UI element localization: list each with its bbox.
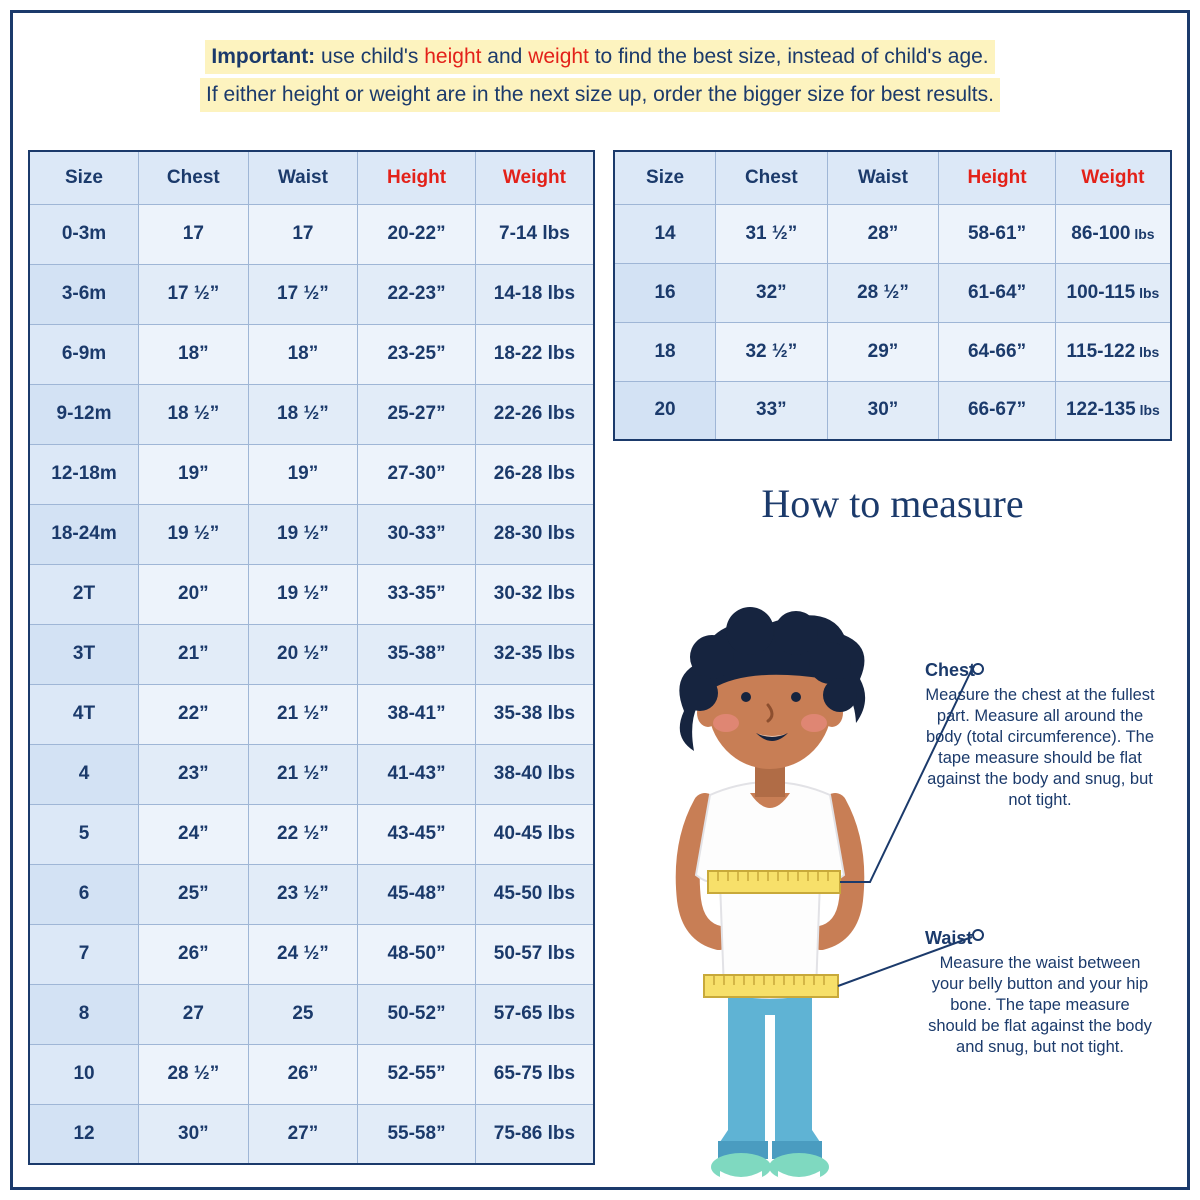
- cell-value: 35-38 lbs: [475, 684, 594, 744]
- cell-value: 122-135 lbs: [1055, 381, 1171, 440]
- cell-value: 30”: [827, 381, 939, 440]
- cell-value: 18-22 lbs: [475, 324, 594, 384]
- cell-value: 29”: [827, 322, 939, 381]
- cell-value: 17: [248, 204, 358, 264]
- notice-text-b: and: [481, 45, 529, 68]
- table-row: [29, 264, 594, 324]
- table-row: [614, 322, 1171, 381]
- cell-value: 43-45”: [358, 804, 476, 864]
- cell-value: 21 ½”: [248, 744, 358, 804]
- cell-value: 21”: [139, 624, 249, 684]
- callout-chest-text: Measure the chest at the fullest part. Measure all around the body (total circumference). The tape measure should be flat against the body and snug, but not tight.: [925, 686, 1155, 809]
- column-header-chest: Chest: [139, 151, 249, 204]
- cell-value: 25-27”: [358, 384, 476, 444]
- cell-value: 20”: [139, 564, 249, 624]
- cell-value: 28 ½”: [827, 263, 939, 322]
- callout-waist: [925, 928, 1155, 1058]
- cell-value: 30-32 lbs: [475, 564, 594, 624]
- callout-waist-text: Measure the waist between your belly button and your hip bone. The tape measure should be flat against the body and snug, but not tight.: [928, 954, 1152, 1056]
- cell-value: 27”: [248, 1104, 358, 1164]
- cell-value: 22-26 lbs: [475, 384, 594, 444]
- cell-value: 28”: [827, 204, 939, 263]
- table-row: [614, 381, 1171, 440]
- cell-value: 40-45 lbs: [475, 804, 594, 864]
- cell-size: 4T: [29, 684, 139, 744]
- notice-text-c: to find the best size, instead of child's age.: [588, 45, 989, 68]
- notice-important-label: Important:: [211, 45, 316, 68]
- cell-value: 30-33”: [358, 504, 476, 564]
- cell-value: 45-50 lbs: [475, 864, 594, 924]
- cell-value: 19 ½”: [139, 504, 249, 564]
- cell-value: 50-52”: [358, 984, 476, 1044]
- column-header-size: Size: [614, 151, 716, 204]
- cell-value: 18 ½”: [139, 384, 249, 444]
- callout-chest-label: Chest: [925, 660, 976, 680]
- cell-value: 27-30”: [358, 444, 476, 504]
- size-chart-table-infant-kids: [28, 150, 595, 1165]
- cell-value: 115-122 lbs: [1055, 322, 1171, 381]
- cell-value: 33-35”: [358, 564, 476, 624]
- cell-value: 35-38”: [358, 624, 476, 684]
- notice-line-1: [205, 40, 994, 74]
- cell-value: 41-43”: [358, 744, 476, 804]
- cell-size: 12-18m: [29, 444, 139, 504]
- callout-chest: [925, 660, 1155, 811]
- cell-value: 28-30 lbs: [475, 504, 594, 564]
- cell-size: 16: [614, 263, 716, 322]
- table-row: [29, 684, 594, 744]
- cell-size: 18-24m: [29, 504, 139, 564]
- cell-value: 32-35 lbs: [475, 624, 594, 684]
- cell-value: 38-40 lbs: [475, 744, 594, 804]
- table-row: [29, 324, 594, 384]
- table-row: [29, 384, 594, 444]
- column-header-waist: Waist: [827, 151, 939, 204]
- notice-height-word: height: [424, 45, 482, 68]
- cell-value: 86-100 lbs: [1055, 204, 1171, 263]
- cell-value: 45-48”: [358, 864, 476, 924]
- cell-value: 14-18 lbs: [475, 264, 594, 324]
- column-header-weight: Weight: [1055, 151, 1171, 204]
- cell-value: 65-75 lbs: [475, 1044, 594, 1104]
- notice-weight-word: weight: [528, 45, 589, 68]
- cell-size: 14: [614, 204, 716, 263]
- cell-size: 5: [29, 804, 139, 864]
- cell-value: 25: [248, 984, 358, 1044]
- cell-value: 27: [139, 984, 249, 1044]
- cell-value: 30”: [139, 1104, 249, 1164]
- size-chart-table-youth: [613, 150, 1172, 441]
- table-row: [29, 924, 594, 984]
- cell-size: 18: [614, 322, 716, 381]
- cell-value: 19”: [248, 444, 358, 504]
- cell-value: 22 ½”: [248, 804, 358, 864]
- cell-value: 7-14 lbs: [475, 204, 594, 264]
- cell-value: 23”: [139, 744, 249, 804]
- cell-size: 12: [29, 1104, 139, 1164]
- cell-value: 32 ½”: [716, 322, 828, 381]
- cell-value: 24”: [139, 804, 249, 864]
- important-notice: [28, 40, 1172, 116]
- cell-value: 18 ½”: [248, 384, 358, 444]
- cell-size: 3T: [29, 624, 139, 684]
- column-header-height: Height: [358, 151, 476, 204]
- table-row: [29, 864, 594, 924]
- column-header-height: Height: [939, 151, 1056, 204]
- cell-value: 57-65 lbs: [475, 984, 594, 1044]
- cell-value: 17 ½”: [248, 264, 358, 324]
- cell-value: 61-64”: [939, 263, 1056, 322]
- table-row: [614, 204, 1171, 263]
- notice-text-a: use child's: [315, 45, 425, 68]
- cell-value: 64-66”: [939, 322, 1056, 381]
- cell-value: 20 ½”: [248, 624, 358, 684]
- callout-waist-label: Waist: [925, 928, 973, 948]
- notice-line-2: If either height or weight are in the next size up, order the bigger size for best results.: [200, 78, 1000, 112]
- cell-value: 75-86 lbs: [475, 1104, 594, 1164]
- cell-size: 6-9m: [29, 324, 139, 384]
- cell-value: 26”: [139, 924, 249, 984]
- table-row: [614, 263, 1171, 322]
- table-row: [29, 624, 594, 684]
- table-row: [29, 504, 594, 564]
- cell-value: 20-22”: [358, 204, 476, 264]
- cell-value: 58-61”: [939, 204, 1056, 263]
- cell-value: 55-58”: [358, 1104, 476, 1164]
- cell-value: 19 ½”: [248, 504, 358, 564]
- table-header-row: [614, 151, 1171, 204]
- cell-size: 3-6m: [29, 264, 139, 324]
- cell-value: 25”: [139, 864, 249, 924]
- table-row: [29, 744, 594, 804]
- column-header-size: Size: [29, 151, 139, 204]
- cell-value: 23-25”: [358, 324, 476, 384]
- table-row: [29, 1044, 594, 1104]
- cell-size: 0-3m: [29, 204, 139, 264]
- cell-value: 23 ½”: [248, 864, 358, 924]
- cell-size: 8: [29, 984, 139, 1044]
- callout-leader-lines: [600, 545, 1020, 1185]
- cell-value: 26”: [248, 1044, 358, 1104]
- cell-value: 48-50”: [358, 924, 476, 984]
- cell-value: 24 ½”: [248, 924, 358, 984]
- cell-value: 17: [139, 204, 249, 264]
- table-row: [29, 564, 594, 624]
- cell-value: 26-28 lbs: [475, 444, 594, 504]
- cell-value: 100-115 lbs: [1055, 263, 1171, 322]
- table-row: [29, 444, 594, 504]
- column-header-waist: Waist: [248, 151, 358, 204]
- cell-value: 32”: [716, 263, 828, 322]
- cell-value: 50-57 lbs: [475, 924, 594, 984]
- table-header-row: [29, 151, 594, 204]
- cell-value: 18”: [139, 324, 249, 384]
- cell-size: 6: [29, 864, 139, 924]
- cell-value: 22-23”: [358, 264, 476, 324]
- cell-value: 21 ½”: [248, 684, 358, 744]
- cell-value: 38-41”: [358, 684, 476, 744]
- table-row: [29, 1104, 594, 1164]
- cell-size: 2T: [29, 564, 139, 624]
- cell-size: 9-12m: [29, 384, 139, 444]
- column-header-chest: Chest: [716, 151, 828, 204]
- table-row: [29, 204, 594, 264]
- cell-size: 7: [29, 924, 139, 984]
- how-to-measure-title: How to measure: [761, 481, 1024, 526]
- cell-value: 52-55”: [358, 1044, 476, 1104]
- cell-size: 10: [29, 1044, 139, 1104]
- cell-size: 4: [29, 744, 139, 804]
- cell-value: 33”: [716, 381, 828, 440]
- cell-value: 66-67”: [939, 381, 1056, 440]
- table-row: [29, 984, 594, 1044]
- cell-value: 18”: [248, 324, 358, 384]
- cell-value: 17 ½”: [139, 264, 249, 324]
- cell-size: 20: [614, 381, 716, 440]
- cell-value: 22”: [139, 684, 249, 744]
- cell-value: 28 ½”: [139, 1044, 249, 1104]
- cell-value: 31 ½”: [716, 204, 828, 263]
- cell-value: 19 ½”: [248, 564, 358, 624]
- column-header-weight: Weight: [475, 151, 594, 204]
- table-row: [29, 804, 594, 864]
- cell-value: 19”: [139, 444, 249, 504]
